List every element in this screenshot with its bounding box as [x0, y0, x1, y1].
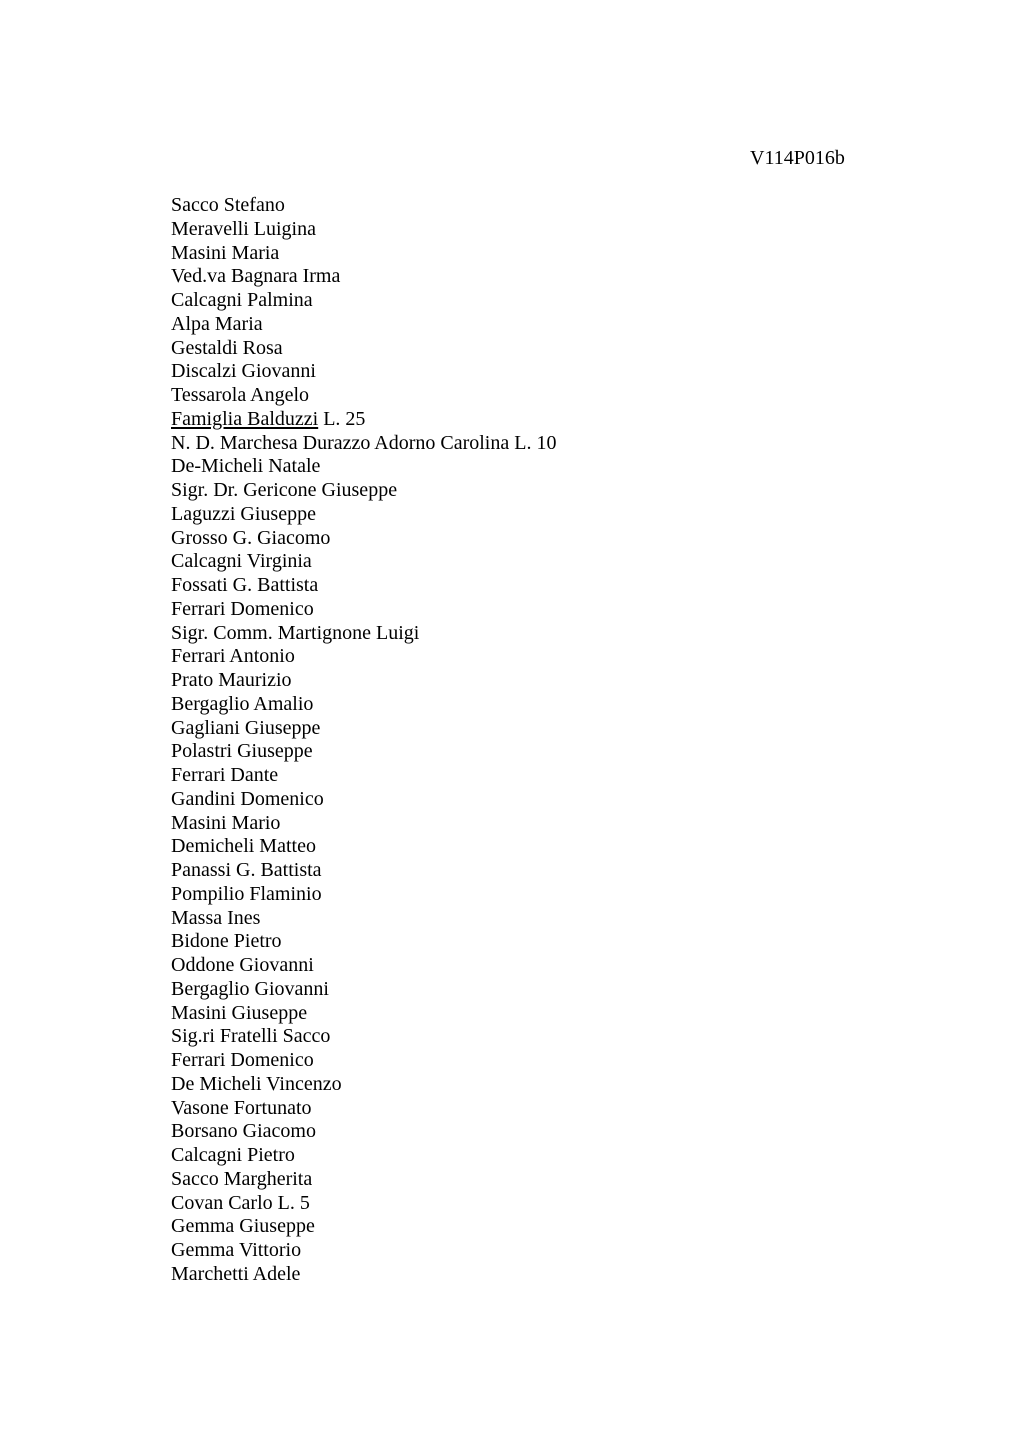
- list-item: [171, 740, 556, 764]
- page-identifier: V114P016b: [750, 147, 845, 169]
- name-text: Bidone Pietro: [171, 930, 282, 953]
- list-item: [171, 1215, 556, 1239]
- name-text: Masini Maria: [171, 241, 280, 264]
- list-item: [171, 669, 556, 693]
- list-item: [171, 527, 556, 551]
- name-text: Demicheli Matteo: [171, 835, 316, 858]
- name-text: Sacco Margherita: [171, 1167, 313, 1190]
- name-text: Bergaglio Giovanni: [171, 977, 329, 1000]
- list-item: [171, 1002, 556, 1026]
- name-text: Sigr. Comm. Martignone Luigi: [171, 621, 420, 644]
- name-text: Calcagni Virginia: [171, 550, 312, 573]
- name-text: Meravelli Luigina: [171, 217, 316, 240]
- list-item: [171, 859, 556, 883]
- list-item: [171, 598, 556, 622]
- amount-text: L. 25: [318, 407, 366, 430]
- name-text: Famiglia Balduzzi: [171, 407, 319, 430]
- list-item: [171, 1097, 556, 1121]
- name-text: Ferrari Domenico: [171, 1049, 314, 1071]
- name-text: Gagliani Giuseppe: [171, 716, 321, 739]
- list-item: [171, 432, 556, 456]
- name-text: N. D. Marchesa Durazzo Adorno Carolina L. 10: [171, 431, 557, 454]
- list-item: [171, 907, 556, 931]
- name-text: Borsano Giacomo: [171, 1120, 316, 1143]
- name-text: Calcagni Palmina: [171, 289, 313, 311]
- donor-name-list: [171, 194, 556, 1287]
- name-text: Vasone Fortunato: [171, 1096, 312, 1119]
- name-text: Ferrari Dante: [171, 764, 279, 786]
- list-item: [171, 1168, 556, 1192]
- name-text: Pompilio Flaminio: [171, 882, 322, 905]
- list-item: [171, 1144, 556, 1168]
- list-item: [171, 384, 556, 408]
- list-item: [171, 978, 556, 1002]
- name-text: Fossati G. Battista: [171, 574, 319, 596]
- name-text: Tessarola Angelo: [171, 384, 310, 406]
- name-text: Polastri Giuseppe: [171, 740, 313, 763]
- name-text: Massa Ines: [171, 906, 261, 929]
- list-item: [171, 788, 556, 812]
- list-item: [171, 455, 556, 479]
- list-item: [171, 622, 556, 646]
- list-item: [171, 265, 556, 289]
- list-item: [171, 883, 556, 907]
- list-item: [171, 812, 556, 836]
- name-text: Gemma Vittorio: [171, 1239, 302, 1261]
- list-item: [171, 1025, 556, 1049]
- list-item: [171, 242, 556, 266]
- name-text: Marchetti Adele: [171, 1262, 301, 1285]
- list-item: [171, 764, 556, 788]
- list-item: [171, 194, 556, 218]
- name-text: Calcagni Pietro: [171, 1144, 295, 1166]
- name-text: Ferrari Antonio: [171, 645, 295, 668]
- name-text: Gemma Giuseppe: [171, 1215, 315, 1238]
- name-text: Ferrari Domenico: [171, 597, 314, 620]
- list-item: [171, 645, 556, 669]
- name-text: Bergaglio Amalio: [171, 692, 314, 715]
- list-item: [171, 954, 556, 978]
- name-text: Ved.va Bagnara Irma: [171, 265, 341, 288]
- name-text: Prato Maurizio: [171, 669, 292, 691]
- name-text: Laguzzi Giuseppe: [171, 502, 316, 525]
- list-item: [171, 1049, 556, 1073]
- list-item: [171, 693, 556, 717]
- name-text: De Micheli Vincenzo: [171, 1072, 342, 1095]
- list-item: [171, 1239, 556, 1263]
- list-item: [171, 1263, 556, 1287]
- name-text: Sigr. Dr. Gericone Giuseppe: [171, 479, 398, 501]
- name-text: Masini Giuseppe: [171, 1001, 308, 1024]
- list-item: [171, 360, 556, 384]
- name-text: De-Micheli Natale: [171, 455, 321, 478]
- name-text: Panassi G. Battista: [171, 859, 322, 881]
- list-item: [171, 835, 556, 859]
- list-item: [171, 930, 556, 954]
- list-item: [171, 717, 556, 741]
- list-item: [171, 1073, 556, 1097]
- list-item: [171, 337, 556, 361]
- name-text: Sacco Stefano: [171, 194, 285, 216]
- list-item: [171, 289, 556, 313]
- name-text: Discalzi Giovanni: [171, 360, 316, 383]
- list-item: [171, 408, 556, 432]
- list-item: [171, 503, 556, 527]
- list-item: [171, 1192, 556, 1216]
- name-text: Covan Carlo L. 5: [171, 1191, 310, 1214]
- list-item: [171, 574, 556, 598]
- list-item: [171, 1120, 556, 1144]
- list-item: [171, 313, 556, 337]
- name-text: Grosso G. Giacomo: [171, 526, 331, 549]
- name-text: Oddone Giovanni: [171, 954, 314, 976]
- list-item: [171, 218, 556, 242]
- list-item: [171, 550, 556, 574]
- name-text: Alpa Maria: [171, 312, 263, 335]
- name-text: Gestaldi Rosa: [171, 336, 283, 359]
- name-text: Gandini Domenico: [171, 787, 324, 810]
- name-text: Masini Mario: [171, 811, 281, 834]
- name-text: Sig.ri Fratelli Sacco: [171, 1025, 331, 1048]
- list-item: [171, 479, 556, 503]
